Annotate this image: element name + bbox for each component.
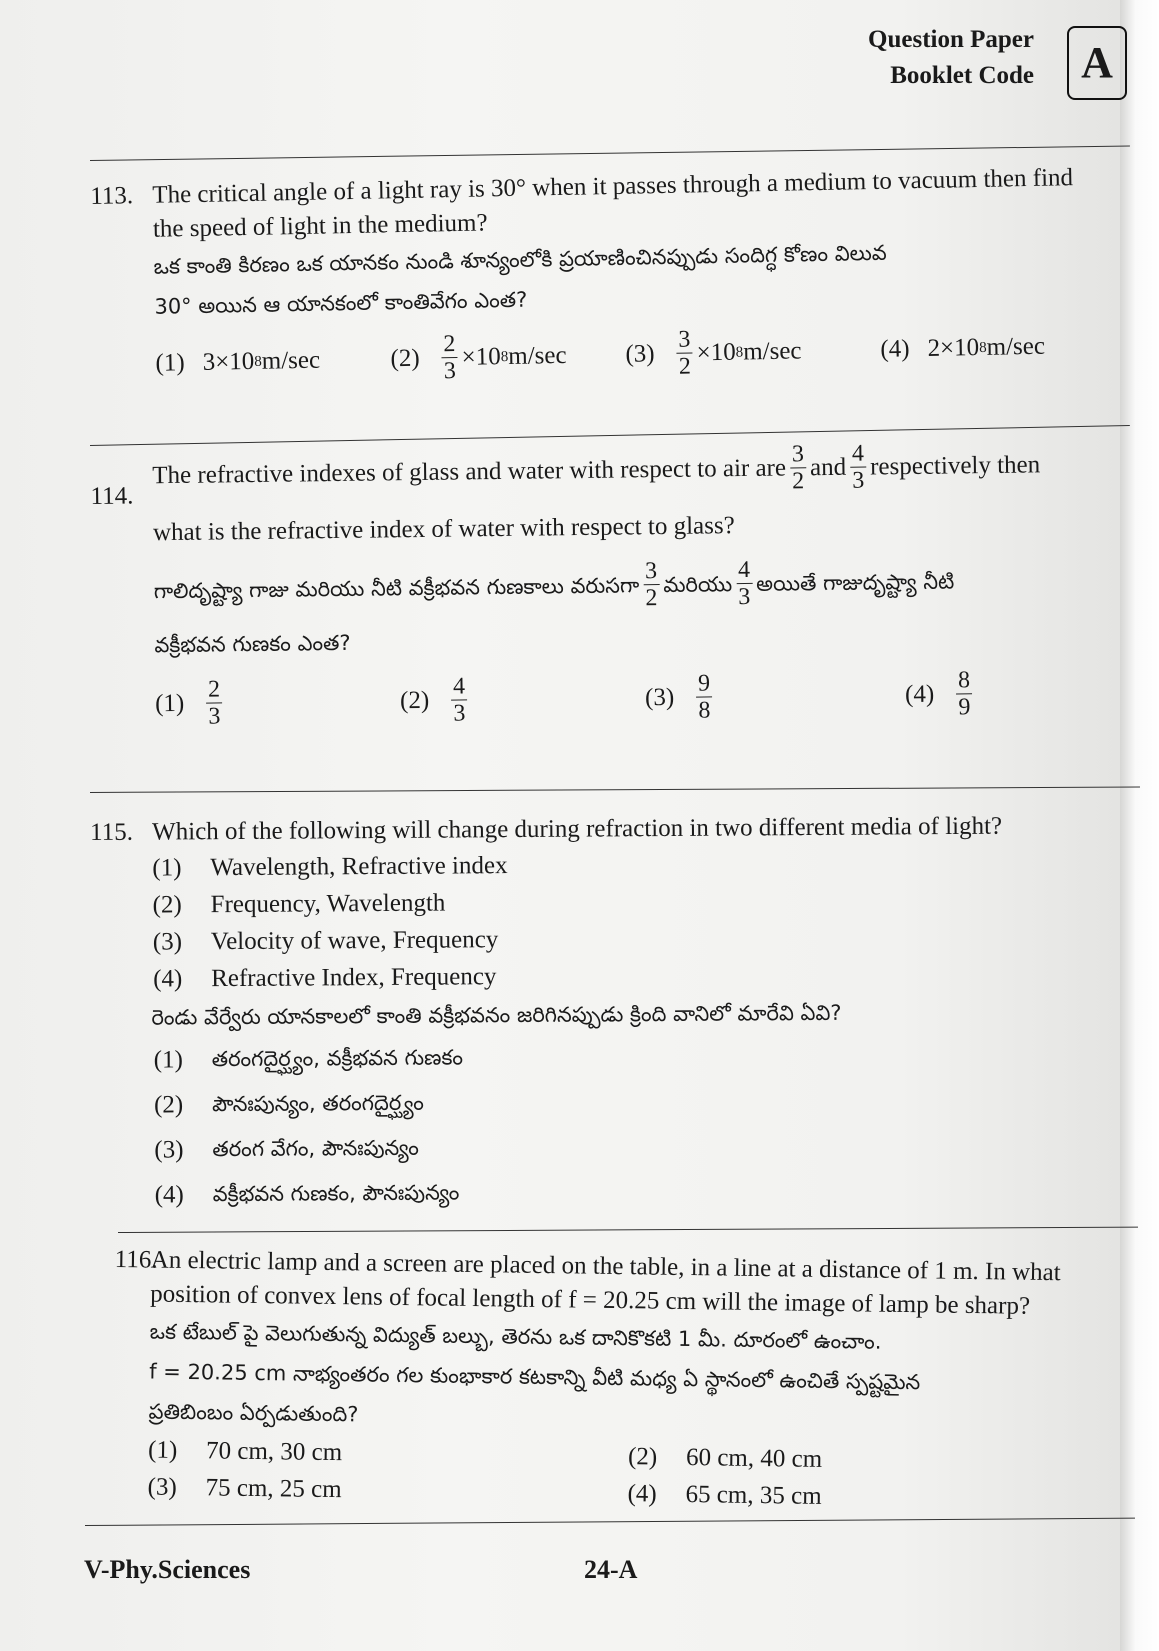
- fraction-denominator: 3: [208, 703, 221, 730]
- question-number: 114.: [90, 482, 134, 510]
- option-fraction: [206, 676, 223, 729]
- option-text: Refractive Index, Frequency: [211, 963, 497, 993]
- question-text-te: 30° అయిన ఆ యానకంలో కాంతివేగం ఎంత?: [154, 287, 528, 319]
- header-line-2: Booklet Code: [890, 62, 1034, 89]
- option-tag: (4): [880, 334, 910, 363]
- header-line-1: Question Paper: [868, 26, 1034, 53]
- option-tag: (2): [152, 891, 182, 919]
- footer-subject: V-Phy.Sciences: [84, 1555, 251, 1584]
- option-unit: m/sec: [742, 336, 802, 365]
- booklet-code-box: A: [1067, 26, 1127, 100]
- question-text-te: గాలిదృష్ట్యా గాజు మరియు నీటి వక్రీభవన గుణకాలు వరుసగా: [153, 572, 640, 603]
- option-value: ×10: [696, 338, 736, 366]
- question-text-en: respectively then: [869, 450, 1041, 480]
- option-text: వక్రీభవన గుణకం, పౌనఃపున్యం: [212, 1180, 460, 1207]
- option-text: Frequency, Wavelength: [210, 889, 446, 919]
- option-exponent: 8: [735, 343, 744, 361]
- question-text-en: the speed of light in the medium?: [152, 209, 488, 243]
- option-1-te[interactable]: [154, 1031, 1132, 1083]
- question-text-te: మరియు: [663, 571, 733, 597]
- option-tag: (3): [154, 1136, 184, 1164]
- fraction-denominator: 9: [958, 694, 971, 721]
- option-tag: (1): [155, 348, 185, 377]
- fraction-numerator: 9: [696, 670, 712, 697]
- footer-page-number: 24-A: [584, 1555, 638, 1584]
- question-text-en: An electric lamp and a screen are placed on the table, in a line at a distance of 1 m. In what: [150, 1246, 1061, 1287]
- question-114: [90, 437, 1133, 731]
- question-text-en: and: [809, 453, 847, 481]
- option-1[interactable]: [155, 342, 391, 381]
- option-value: 2×10: [927, 333, 980, 362]
- fraction-numerator: 3: [676, 326, 693, 353]
- fraction-water: [736, 557, 753, 610]
- question-text-en: The critical angle of a light ray is 30° when it passes through a medium to vacuum then find: [152, 164, 1074, 209]
- option-tag: (3): [625, 339, 655, 368]
- option-2[interactable]: [390, 328, 626, 386]
- question-116: [111, 1243, 1135, 1519]
- option-text: 70 cm, 30 cm: [205, 1437, 343, 1467]
- option-3[interactable]: [625, 323, 881, 381]
- option-unit: m/sec: [261, 346, 321, 375]
- option-text: Velocity of wave, Frequency: [210, 926, 499, 956]
- fraction-numerator: 2: [441, 331, 458, 358]
- option-exponent: 8: [254, 353, 262, 370]
- question-text-en: The refractive indexes of glass and water with respect to air are: [152, 453, 787, 489]
- fraction-numerator: 8: [956, 667, 972, 694]
- option-fraction: [441, 331, 458, 384]
- question-number: 116.: [114, 1245, 158, 1274]
- option-value: 3×10: [202, 347, 255, 376]
- option-tag: (4): [154, 1181, 184, 1209]
- question-text-en: Which of the following will change during refraction in two different media of light?: [152, 812, 1003, 846]
- option-tag: (1): [153, 1046, 183, 1074]
- option-2[interactable]: [400, 671, 646, 727]
- question-number: 115.: [90, 818, 134, 846]
- question-text-en: position of convex lens of focal length of f = 20.25 cm will the image of lamp be sharp?: [150, 1280, 1031, 1320]
- option-fraction: [451, 673, 468, 726]
- option-tag: (4): [904, 680, 935, 708]
- option-tag: (2): [399, 686, 430, 714]
- option-value: ×10: [461, 342, 501, 371]
- option-text: 65 cm, 35 cm: [685, 1480, 822, 1510]
- option-text: పౌనఃపున్యం, తరంగదైర్ఘ్యం: [211, 1090, 424, 1117]
- option-text: తరంగదైర్ఘ్యం, వక్రీభవన గుణకం: [211, 1045, 464, 1072]
- question-text-en: what is the refractive index of water with respect to glass?: [152, 512, 735, 547]
- fraction-numerator: 4: [850, 441, 866, 468]
- fraction-glass: [790, 441, 807, 494]
- option-text: 60 cm, 40 cm: [685, 1443, 823, 1473]
- question-text-en-line: [152, 437, 1131, 502]
- fraction-denominator: 2: [678, 353, 692, 380]
- option-tag: (2): [390, 344, 420, 372]
- option-fraction: [696, 670, 713, 723]
- option-text: Wavelength, Refractive index: [210, 852, 508, 882]
- option-tag: (1): [152, 854, 182, 882]
- question-text-te: ఒక కాంతి కిరణం ఒక యానకం నుండి శూన్యంలోకి ప్రయాణించినప్పుడు సందిగ్ధ కోణం విలువ: [153, 240, 887, 279]
- question-text-te-line: [153, 552, 1132, 617]
- option-3[interactable]: [645, 668, 906, 724]
- fraction-denominator: 3: [443, 358, 457, 385]
- fraction-denominator: 3: [852, 467, 865, 494]
- fraction-numerator: 3: [643, 558, 659, 585]
- fraction-denominator: 2: [792, 468, 805, 495]
- option-unit: m/sec: [507, 341, 567, 370]
- option-4[interactable]: [905, 667, 977, 721]
- option-tag: (3): [147, 1473, 177, 1501]
- option-1[interactable]: [155, 674, 401, 730]
- option-tag: (2): [627, 1443, 658, 1471]
- option-4[interactable]: [627, 1475, 1107, 1519]
- option-text: 75 cm, 25 cm: [205, 1474, 342, 1504]
- option-3-te[interactable]: [154, 1121, 1132, 1173]
- option-fraction: [956, 667, 973, 720]
- question-text-te: ఒక టేబుల్ పై వెలుగుతున్న విద్యుత్ బల్బు, తెరను ఒక దానికొకటి 1 మీ. దూరంలో ఉంచాం.: [149, 1319, 882, 1354]
- fraction-numerator: 4: [736, 557, 752, 584]
- option-2-te[interactable]: [154, 1076, 1132, 1128]
- option-tag: (4): [153, 965, 183, 993]
- option-3[interactable]: [147, 1468, 627, 1512]
- option-fraction: [676, 326, 693, 379]
- question-text-te: రెండు వేర్వేరు యానకాలలో కాంతి వక్రీభవనం జరిగినప్పుడు క్రింది వానిలో మారేవి ఏవి?: [151, 1000, 842, 1030]
- fraction-denominator: 3: [738, 583, 751, 611]
- option-4-te[interactable]: [154, 1166, 1132, 1218]
- fraction-numerator: 3: [790, 441, 806, 468]
- question-text-te: ప్రతిబింబం ఏర్పడుతుంది?: [148, 1399, 359, 1427]
- question-115: [90, 809, 1133, 1218]
- option-tag: (1): [147, 1436, 178, 1464]
- option-exponent: 8: [978, 339, 987, 356]
- question-text-te: వక్రీభవన గుణకం ఎంత?: [154, 630, 351, 658]
- option-tag: (4): [627, 1480, 657, 1508]
- fraction-denominator: 2: [645, 585, 658, 612]
- option-tag: (3): [152, 928, 183, 956]
- booklet-code-header: [868, 22, 1034, 94]
- fraction-glass: [643, 558, 660, 611]
- option-tag: (3): [644, 683, 675, 711]
- question-text-te: అయితే గాజుదృష్ట్యా నీటి: [756, 568, 955, 596]
- option-tag: (2): [153, 1091, 184, 1119]
- fraction-denominator: 8: [698, 697, 711, 724]
- option-exponent: 8: [500, 348, 509, 365]
- question-113: [90, 160, 1134, 391]
- option-tag: (1): [154, 689, 185, 717]
- fraction-numerator: 2: [206, 676, 222, 703]
- fraction-water: [850, 441, 867, 494]
- option-text: తరంగ వేగం, పౌనఃపున్యం: [212, 1135, 419, 1162]
- fraction-denominator: 3: [453, 700, 466, 727]
- option-4[interactable]: [880, 329, 1045, 366]
- question-text-te: f = 20.25 cm నాభ్యంతరం గల కుంభాకార కటకాన్ని వీటి మధ్య ఏ స్థానంలో ఉంచితే స్పష్టమైన: [149, 1359, 921, 1395]
- options-grid: [147, 1431, 1132, 1519]
- question-number: 113.: [90, 182, 134, 210]
- option-unit: m/sec: [986, 332, 1046, 361]
- fraction-numerator: 4: [451, 673, 467, 700]
